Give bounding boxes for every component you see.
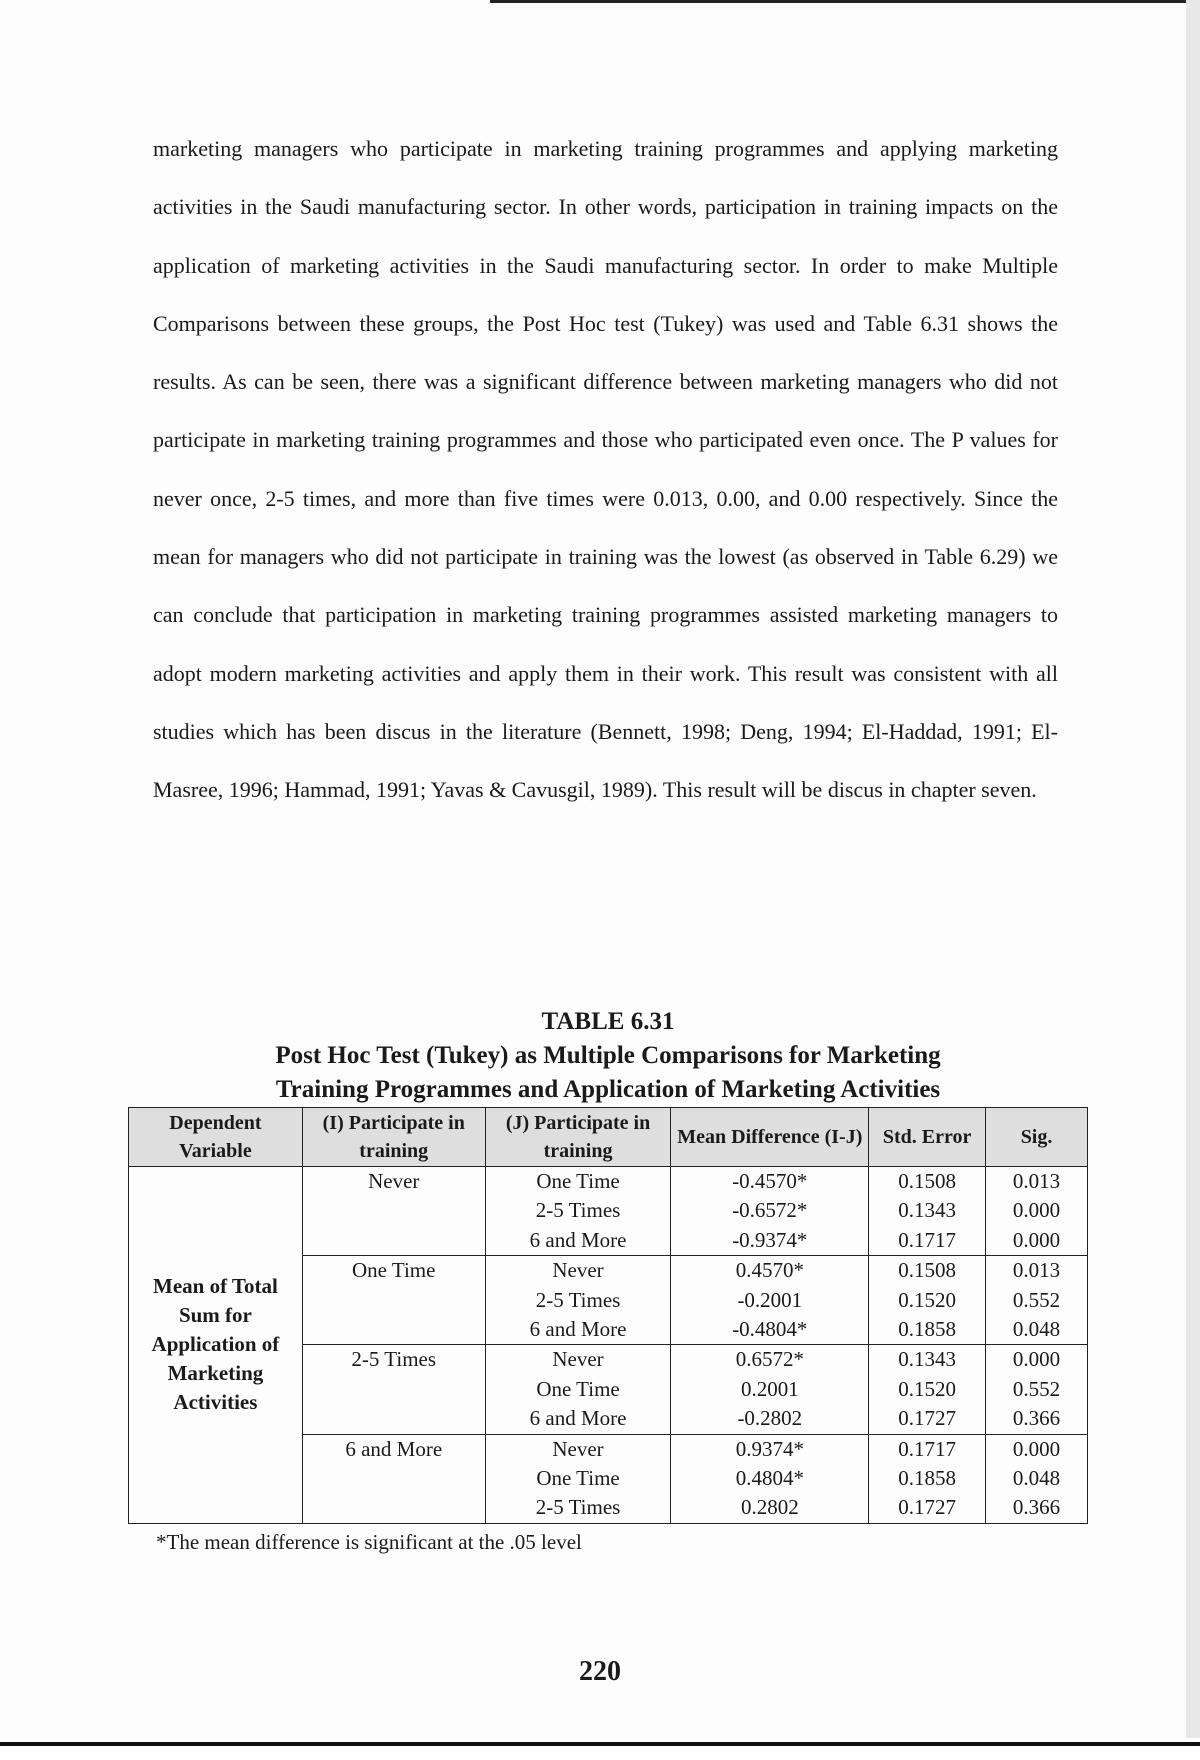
header-j-participate: (J) Participate in training <box>485 1108 671 1167</box>
sig-cell: 0.000 <box>986 1196 1088 1225</box>
std-error-cell: 0.1508 <box>869 1256 986 1286</box>
sig-cell: 0.048 <box>986 1315 1088 1345</box>
table-block <box>128 1005 1088 1555</box>
header-std-error: Std. Error <box>869 1108 986 1167</box>
mean-diff-cell: -0.4804* <box>671 1315 869 1345</box>
j-cell: One Time <box>485 1375 671 1404</box>
sig-cell: 0.000 <box>986 1434 1088 1464</box>
sig-cell: 0.552 <box>986 1375 1088 1404</box>
std-error-cell: 0.1858 <box>869 1315 986 1345</box>
j-cell: 6 and More <box>485 1404 671 1434</box>
page-number: 220 <box>579 1656 621 1687</box>
j-cell: One Time <box>485 1464 671 1493</box>
mean-diff-cell: 0.9374* <box>671 1434 869 1464</box>
header-dependent-variable: Dependent Variable <box>129 1108 303 1167</box>
std-error-cell: 0.1727 <box>869 1493 986 1523</box>
mean-diff-cell: -0.2802 <box>671 1404 869 1434</box>
top-rule <box>490 0 1200 3</box>
scan-edge <box>1186 0 1200 1760</box>
sig-cell: 0.552 <box>986 1286 1088 1315</box>
post-hoc-table <box>128 1107 1088 1524</box>
mean-diff-cell: 0.4804* <box>671 1464 869 1493</box>
j-cell: 2-5 Times <box>485 1493 671 1523</box>
sig-cell: 0.000 <box>986 1226 1088 1256</box>
mean-diff-cell: 0.2802 <box>671 1493 869 1523</box>
table-row <box>129 1167 1088 1197</box>
i-cell: 2-5 Times <box>302 1345 485 1434</box>
sig-cell: 0.013 <box>986 1167 1088 1197</box>
j-cell: 6 and More <box>485 1226 671 1256</box>
table-number: TABLE 6.31 <box>541 1008 675 1035</box>
std-error-cell: 0.1520 <box>869 1375 986 1404</box>
std-error-cell: 0.1343 <box>869 1345 986 1375</box>
j-cell: Never <box>485 1434 671 1464</box>
table-title-line2: Training Programmes and Application of Marketing Activities <box>275 1076 941 1103</box>
table-footnote: *The mean difference is significant at the .05 level <box>156 1529 582 1554</box>
dependent-variable-cell: Mean of Total Sum for Application of Marketing Activities <box>129 1167 303 1524</box>
i-cell: Never <box>302 1167 485 1256</box>
body-text <box>153 120 1058 820</box>
mean-diff-cell: 0.6572* <box>671 1345 869 1375</box>
mean-diff-cell: 0.4570* <box>671 1256 869 1286</box>
table-title-line1: Post Hoc Test (Tukey) as Multiple Comparisons for Marketing <box>275 1042 941 1069</box>
std-error-cell: 0.1858 <box>869 1464 986 1493</box>
std-error-cell: 0.1717 <box>869 1434 986 1464</box>
j-cell: Never <box>485 1256 671 1286</box>
j-cell: 6 and More <box>485 1315 671 1345</box>
mean-diff-cell: -0.2001 <box>671 1286 869 1315</box>
sig-cell: 0.048 <box>986 1464 1088 1493</box>
std-error-cell: 0.1717 <box>869 1226 986 1256</box>
header-i-participate: (I) Participate in training <box>302 1108 485 1167</box>
mean-diff-cell: -0.4570* <box>671 1167 869 1197</box>
mean-diff-cell: -0.6572* <box>671 1196 869 1225</box>
sig-cell: 0.366 <box>986 1493 1088 1523</box>
std-error-cell: 0.1727 <box>869 1404 986 1434</box>
j-cell: One Time <box>485 1167 671 1197</box>
sig-cell: 0.013 <box>986 1256 1088 1286</box>
mean-diff-cell: 0.2001 <box>671 1375 869 1404</box>
j-cell: 2-5 Times <box>485 1196 671 1225</box>
std-error-cell: 0.1508 <box>869 1167 986 1197</box>
j-cell: Never <box>485 1345 671 1375</box>
i-cell: One Time <box>302 1256 485 1345</box>
sig-cell: 0.366 <box>986 1404 1088 1434</box>
mean-diff-cell: -0.9374* <box>671 1226 869 1256</box>
sig-cell: 0.000 <box>986 1345 1088 1375</box>
header-sig: Sig. <box>986 1108 1088 1167</box>
bottom-rule <box>0 1738 1200 1760</box>
header-mean-difference: Mean Difference (I-J) <box>671 1108 869 1167</box>
std-error-cell: 0.1520 <box>869 1286 986 1315</box>
j-cell: 2-5 Times <box>485 1286 671 1315</box>
i-cell: 6 and More <box>302 1434 485 1523</box>
paragraph: marketing managers who participate in marketing training programmes and applying marketing activities in the Saudi manufacturing sector. In other words, participation in training impacts on the application of marketing activities in the Saudi manufacturing sector. In order to make Multiple Comparisons between these groups, the Post Hoc test (Tukey) was used and Table 6.31 shows the results. As can be seen, there was a significant difference between marketing managers who did not participate in marketing training programmes and those who participated even once. The P values for never once, 2-5 times, and more than five times were 0.013, 0.00, and 0.00 respectively. Since the mean for managers who did not participate in training was the lowest (as observed in Table 6.29) we can conclude that participation in marketing training programmes assisted marketing managers to adopt modern marketing activities and apply them in their work. This result was consistent with all studies which has been discus in the literature (Bennett, 1998; Deng, 1994; El-Haddad, 1991; El-Masree, 1996; Hammad, 1991; Yavas & Cavusgil, 1989). This result will be discus in chapter seven. <box>153 136 1058 803</box>
std-error-cell: 0.1343 <box>869 1196 986 1225</box>
table-header-row <box>129 1108 1088 1167</box>
